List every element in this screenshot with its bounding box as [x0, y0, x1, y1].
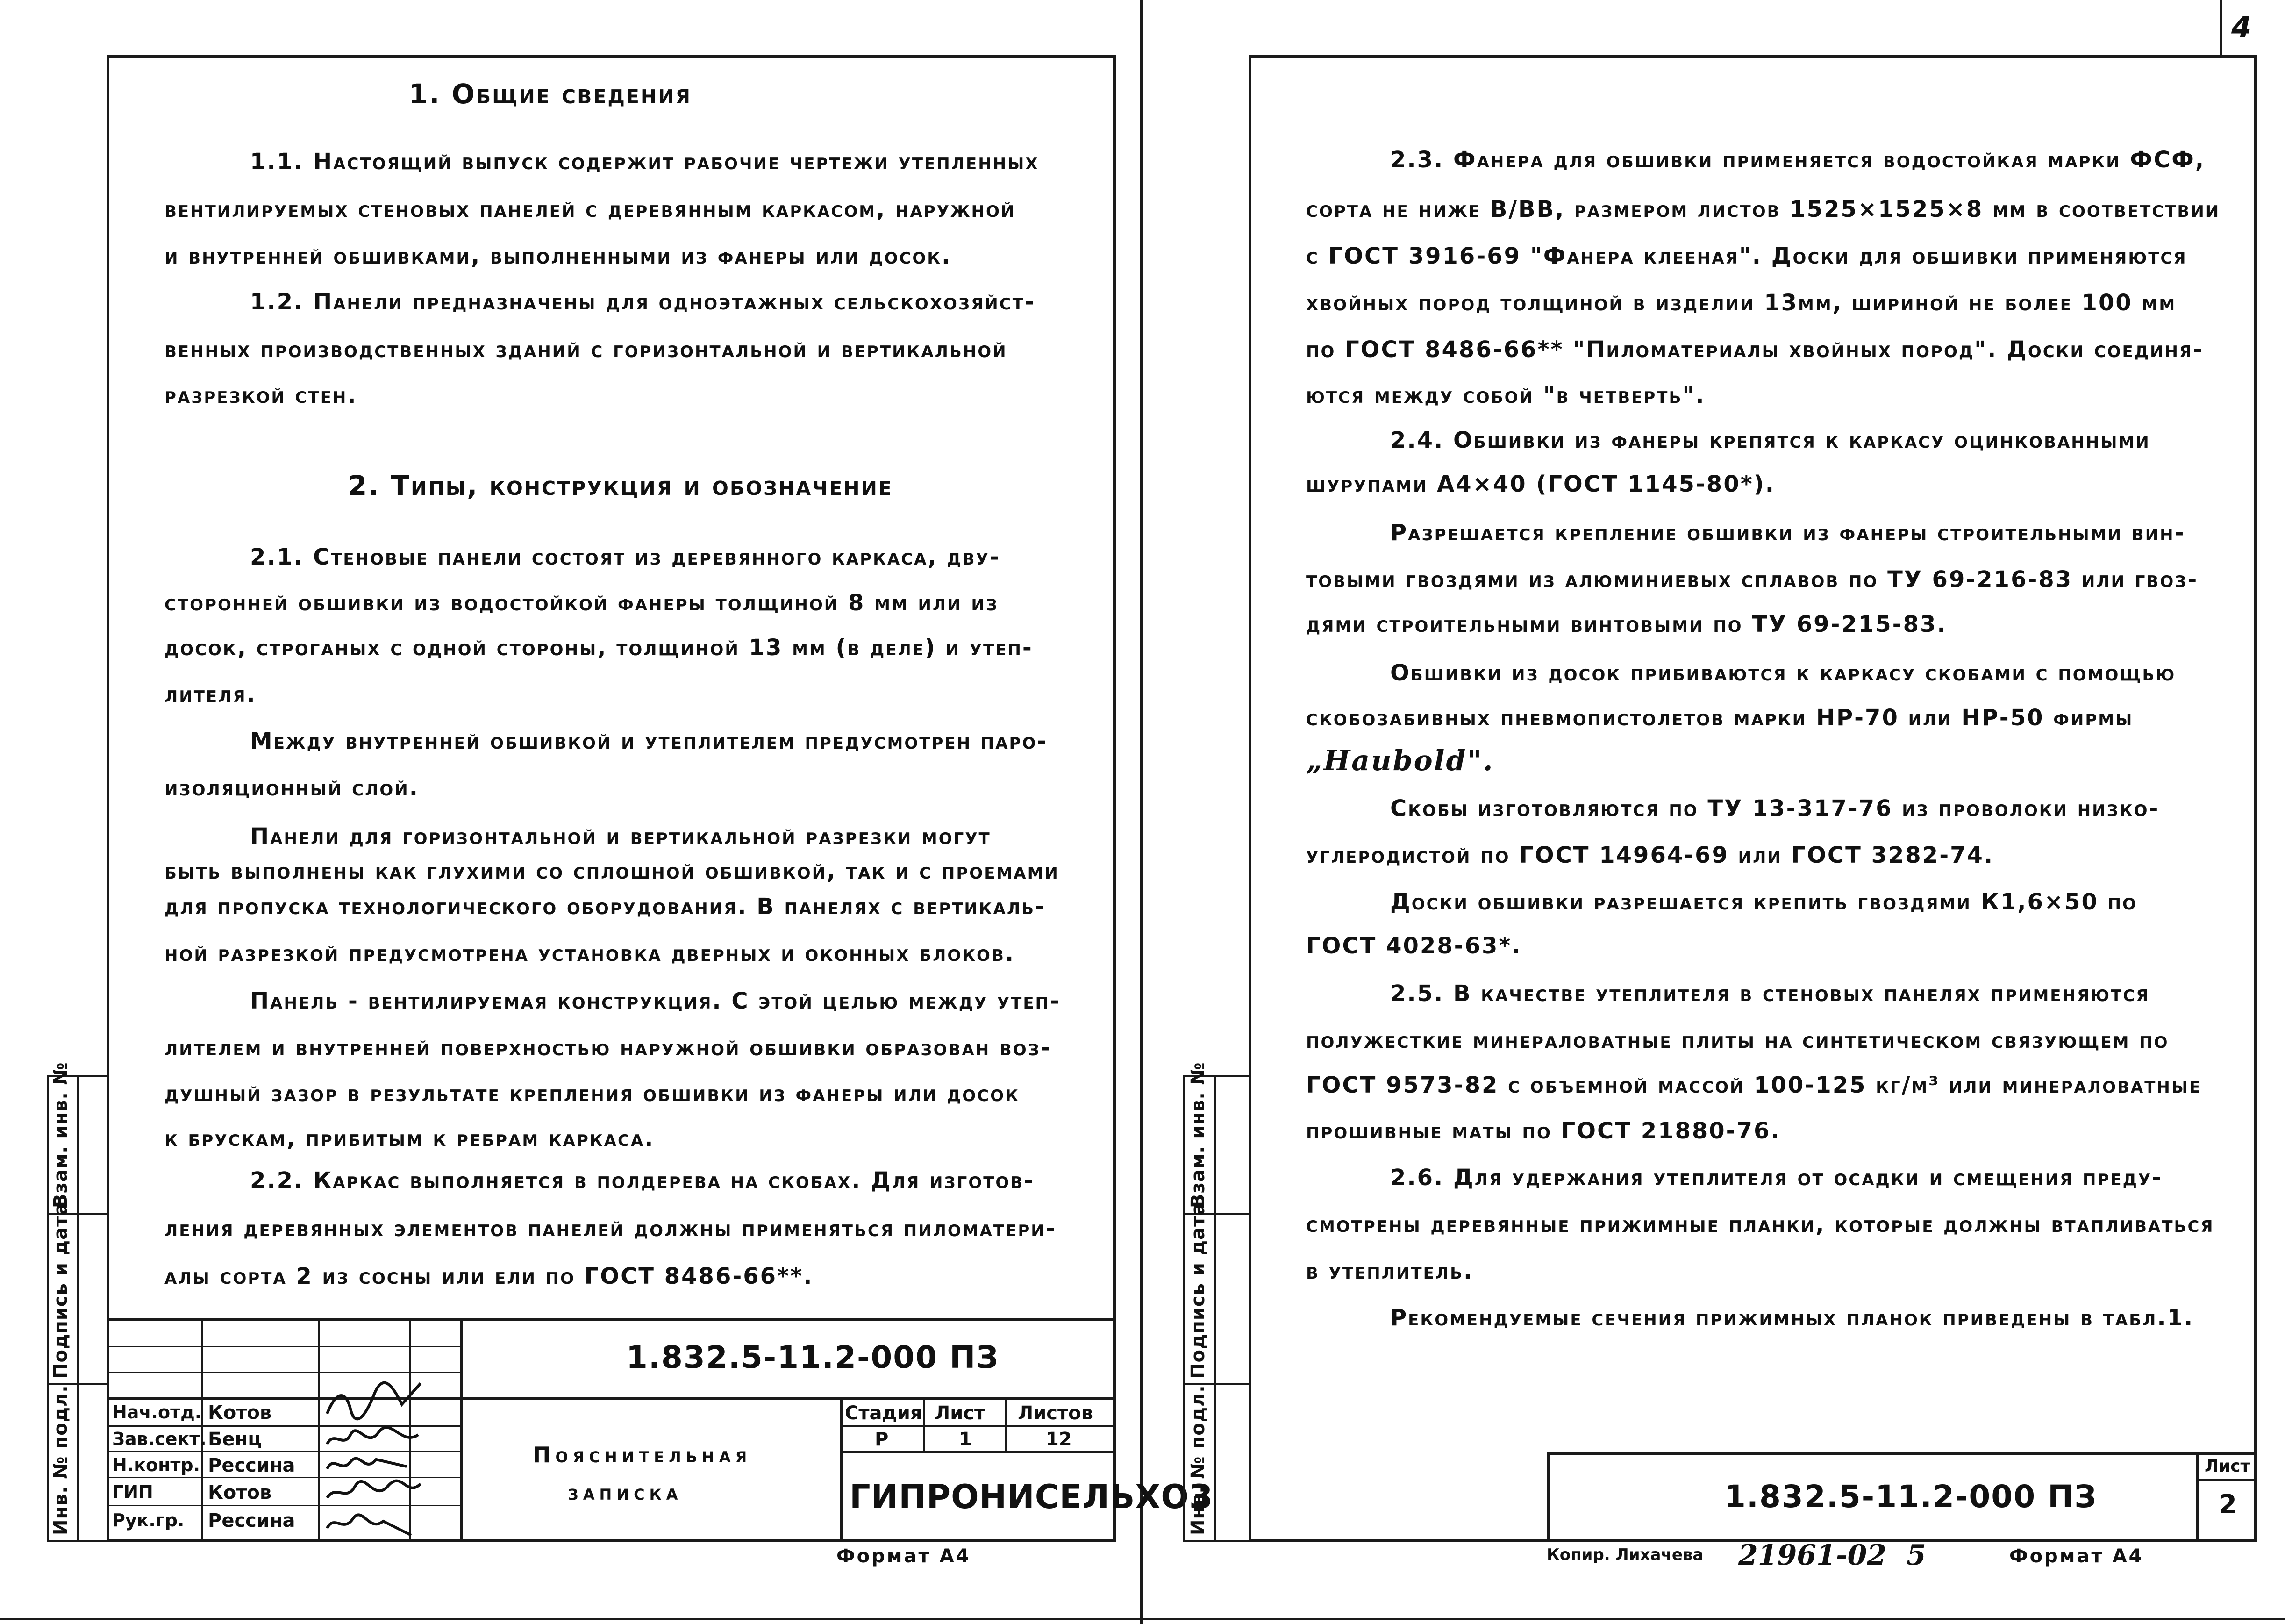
rtb-left [1547, 1452, 1550, 1542]
left-line-11: лителя. [164, 681, 257, 708]
tb-doc-title-2: записка [568, 1480, 683, 1505]
left-line-24: алы сорта 2 из сосны или ели по ГОСТ 8486-66**. [164, 1263, 814, 1289]
right-line-19: полужесткие минераловатные плиты на синтетическом связующем по [1306, 1027, 2169, 1053]
tb-sheets-header: Листов [1018, 1402, 1093, 1424]
tb-v5 [840, 1397, 843, 1542]
signature-1 [322, 1381, 425, 1423]
tb-sheet: 1 [959, 1429, 972, 1450]
right-line-3: хвойных пород толщиной в изделии 13мм, шириной не более 100 мм [1306, 290, 2177, 316]
tb-stage: Р [875, 1429, 889, 1450]
tb-h1 [107, 1346, 462, 1347]
right-line-11: Обшивки из досок прибиваются к каркасу скобами с помощью [1390, 660, 2176, 686]
tb-h8 [840, 1451, 1116, 1453]
left-line-22: 2.2. Каркас выполняется в полдерева на скобах. Для изготов- [250, 1167, 1035, 1194]
tb-role-5: Рук.гр. [112, 1510, 185, 1531]
left-line-2: вентилируемых стеновых панелей с деревянным каркасом, наружной [164, 196, 1016, 222]
tb-role-3: Н.контр. [112, 1455, 200, 1475]
rtb-top [1547, 1452, 2257, 1455]
left-side-label-sign: Подпись и дата [50, 1202, 71, 1379]
left-line-19: лителем и внутренней поверхностью наружной обшивки образован воз- [164, 1035, 1051, 1061]
left-line-16: для пропуска технологического оборудования. В панелях с вертикаль- [164, 894, 1046, 920]
sheet-divider [1140, 0, 1143, 1624]
left-side-label-inv: Инв. № подл. [50, 1385, 71, 1535]
right-line-5: ются между собой "в четверть". [1306, 382, 1706, 408]
right-format-label: Формат А4 [2009, 1545, 2144, 1567]
right-side-label-replace: Взам. инв. № [1187, 1062, 1209, 1208]
tb-h2 [107, 1372, 462, 1373]
tb-doc-title-1: Пояснительная [533, 1442, 752, 1467]
right-line-1: сорта не ниже В/ВВ, размером листов 1525×1525×8 мм в соответствии [1306, 196, 2221, 222]
left-format-label: Формат А4 [836, 1545, 971, 1567]
rtb-h [2196, 1479, 2257, 1481]
copied-by: Копир. Лихачева [1547, 1545, 1704, 1564]
corner-box-left [2220, 0, 2222, 58]
left-line-1: 1.1. Настоящий выпуск содержит рабочие чертежи утепленных [250, 149, 1039, 175]
tb-role-2: Зав.сект. [112, 1429, 207, 1449]
right-line-17: ГОСТ 4028-63*. [1306, 933, 1522, 959]
tb-v4 [460, 1318, 463, 1542]
left-line-12: Между внутренней обшивкой и утеплителем предусмотрен паро- [250, 728, 1048, 754]
right-side-strip-split [1214, 1075, 1216, 1542]
left-line-23: ления деревянных элементов панелей должны применяться пиломатери- [164, 1216, 1057, 1242]
right-line-8: Разрешается крепление обшивки из фанеры строительными вин- [1390, 520, 2185, 546]
left-line-20: душный зазор в результате крепления обшивки из фанеры или досок [164, 1080, 1020, 1107]
left-line-5: венных производственных зданий с горизонтальной и вертикальной [164, 336, 1007, 363]
left-line-10: досок, строганых с одной стороны, толщиной 13 мм (в деле) и утеп- [164, 635, 1033, 661]
right-side-label-inv: Инв. № подл. [1187, 1385, 1209, 1535]
left-line-15: быть выполнены как глухими со сплошной обшивкой, так и с проемами [164, 858, 1059, 884]
tb-h7 [840, 1425, 1116, 1427]
tb-name-2: Бенц [208, 1429, 262, 1450]
tb-v2 [318, 1318, 320, 1542]
left-line-3: и внутренней обшивками, выполненными из фанеры или досок. [164, 243, 952, 269]
tb-name-5: Рессина [208, 1510, 295, 1531]
rtb-sheet-header: Лист [2205, 1457, 2250, 1476]
tb-designation: 1.832.5-11.2-000 ПЗ [626, 1339, 1000, 1375]
tb-name-1: Котов [208, 1402, 272, 1424]
right-line-6: 2.4. Обшивки из фанеры крепятся к каркасу оцинкованными [1390, 427, 2150, 453]
right-line-0: 2.3. Фанера для обшивки применяется водостойкая марки ФСФ, [1390, 147, 2206, 173]
left-line-4: 1.2. Панели предназначены для одноэтажных сельскохозяйст- [250, 289, 1035, 315]
tb-role-1: Нач.отд. [112, 1402, 202, 1423]
heading-general: 1. Общие сведения [409, 78, 692, 110]
rtb-v [2196, 1452, 2199, 1542]
signature-2 [322, 1425, 425, 1453]
right-line-13: „Haubold". [1306, 744, 1494, 777]
signature-4 [322, 1479, 425, 1507]
tb-name-4: Котов [208, 1482, 272, 1503]
rtb-sheet: 2 [2219, 1489, 2237, 1520]
left-line-9: сторонней обшивки из водостойкой фанеры толщиной 8 мм или из [164, 590, 999, 616]
signature-5 [322, 1507, 416, 1540]
left-line-14: Панели для горизонтальной и вертикальной разрезки могут [250, 823, 991, 850]
right-line-25: Рекомендуемые сечения прижимных планок приведены в табл.1. [1390, 1305, 2194, 1331]
right-line-12: скобозабивных пневмопистолетов марки НР-70 или НР-50 фирмы [1306, 705, 2134, 731]
left-side-label-replace: Взам. инв. № [50, 1062, 71, 1208]
left-line-13: изоляционный слой. [164, 775, 419, 801]
right-line-14: Скобы изготовляются по ТУ 13-317-76 из проволоки низко- [1390, 795, 2160, 822]
signature-3 [322, 1452, 416, 1478]
right-line-9: товыми гвоздями из алюминиевых сплавов по ТУ 69-216-83 или гвоз- [1306, 566, 2199, 593]
page-bottom-edge [0, 1618, 2285, 1620]
right-side-label-sign: Подпись и дата [1187, 1202, 1209, 1379]
right-line-2: с ГОСТ 3916-69 "Фанера клееная". Доски для обшивки применяются [1306, 243, 2187, 269]
tb-top [107, 1318, 1116, 1321]
tb-name-3: Рессина [208, 1455, 295, 1476]
right-line-24: в утеплитель. [1306, 1258, 1474, 1284]
right-line-18: 2.5. В качестве утеплителя в стеновых панелях применяются [1390, 980, 2150, 1007]
right-line-21: прошивные маты по ГОСТ 21880-76. [1306, 1118, 1781, 1144]
tb-organization: ГИПРОНИСЕЛЬХОЗ [850, 1478, 1213, 1516]
corner-number: 4 [2231, 10, 2252, 44]
archive-sheet: 5 [1907, 1539, 1926, 1572]
archive-number: 21961-02 [1738, 1539, 1887, 1572]
right-line-10: дями строительными винтовыми по ТУ 69-215-83. [1306, 611, 1947, 637]
tb-mid [107, 1397, 1116, 1400]
left-side-strip-split [77, 1075, 79, 1542]
heading-types: 2. Типы, конструкция и обозначение [348, 470, 893, 501]
tb-stage-header: Стадия [845, 1402, 922, 1424]
rtb-designation: 1.832.5-11.2-000 ПЗ [1724, 1479, 2098, 1515]
tb-sheets: 12 [1046, 1429, 1072, 1450]
left-line-21: к брускам, прибитым к ребрам каркаса. [164, 1125, 655, 1152]
right-line-22: 2.6. Для удержания утеплителя от осадки и смещения преду- [1390, 1165, 2163, 1191]
right-line-15: углеродистой по ГОСТ 14964-69 или ГОСТ 3282-74. [1306, 842, 1994, 868]
left-line-8: 2.1. Стеновые панели состоят из деревянного каркаса, дву- [250, 544, 1000, 570]
right-line-20: ГОСТ 9573-82 с объемной массой 100-125 кг/м³ или минераловатные [1306, 1072, 2202, 1098]
right-line-4: по ГОСТ 8486-66** "Пиломатериалы хвойных пород". Доски соединя- [1306, 336, 2204, 363]
tb-role-4: ГИП [112, 1482, 153, 1502]
left-line-18: Панель - вентилируемая конструкция. С этой целью между утеп- [250, 988, 1061, 1014]
left-line-6: разрезкой стен. [164, 382, 357, 408]
tb-sheet-header: Лист [935, 1402, 985, 1424]
right-line-16: Доски обшивки разрешается крепить гвоздями К1,6×50 по [1390, 889, 2137, 915]
right-line-7: шурупами А4×40 (ГОСТ 1145-80*). [1306, 471, 1775, 497]
left-line-17: ной разрезкой предусмотрена установка дверных и оконных блоков. [164, 940, 1015, 966]
right-line-23: смотрены деревянные прижимные планки, которые должны втапливаться [1306, 1211, 2214, 1238]
